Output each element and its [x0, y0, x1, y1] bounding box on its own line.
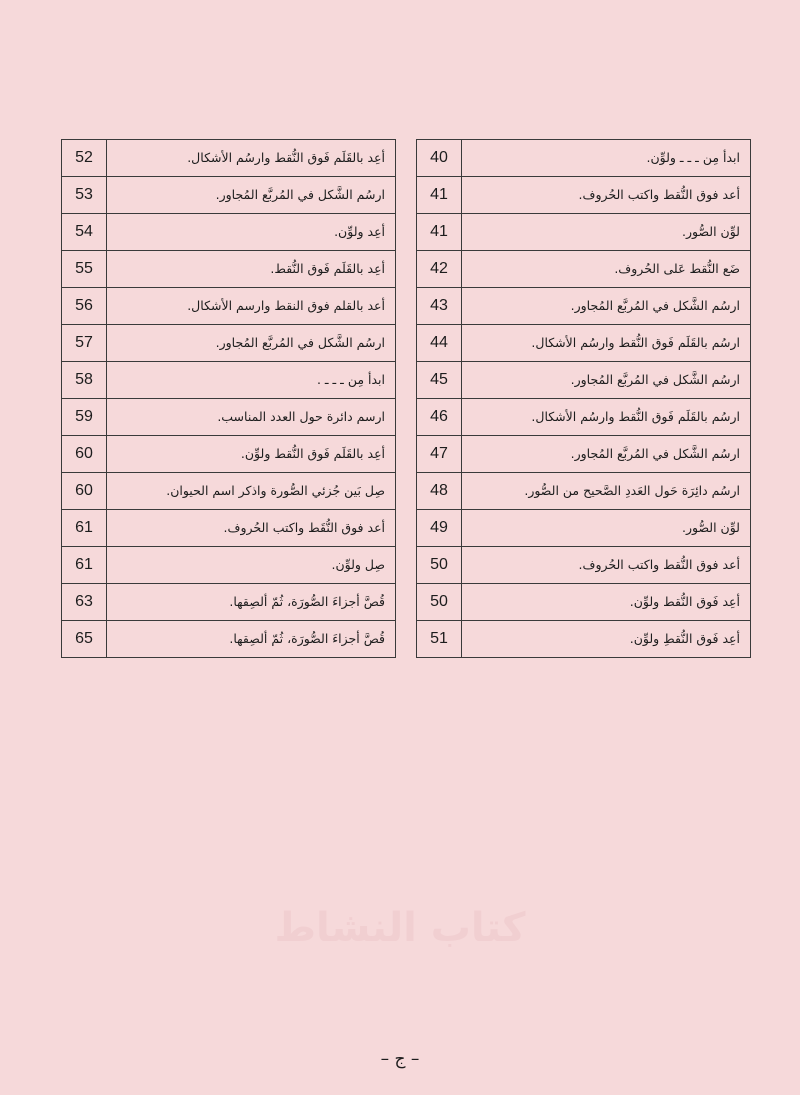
toc-activity-title: ضَع النُّقط عَلى الحُروف. — [462, 251, 751, 288]
toc-page-number: 57 — [62, 325, 107, 362]
toc-activity-title: ابدأ مِن ـ ـ ـ . — [107, 362, 396, 399]
toc-row — [62, 325, 396, 362]
toc-row — [62, 214, 396, 251]
toc-activity-title: قُصَّ أجزاءَ الصُّورَة، ثُمّ ألصِقها. — [107, 584, 396, 621]
toc-page-number: 46 — [417, 399, 462, 436]
toc-row — [417, 325, 751, 362]
toc-page-number: 40 — [417, 140, 462, 177]
toc-row — [417, 399, 751, 436]
toc-activity-title: ارسُم الشَّكل في المُربَّع المُجاور. — [462, 288, 751, 325]
toc-activity-title: ارسُم دائِرَة حَول العَددِ الصَّحيح من الصُّور. — [462, 473, 751, 510]
toc-activity-title: أعِد فَوق النُّقطِ ولوِّن. — [462, 621, 751, 658]
toc-page-number: 44 — [417, 325, 462, 362]
toc-page-number: 61 — [62, 510, 107, 547]
toc-activity-title: أعد فوق النُّقط واكتب الحُروف. — [462, 547, 751, 584]
toc-activity-title: لوِّن الصُّور. — [462, 214, 751, 251]
toc-row — [62, 288, 396, 325]
toc-activity-title: أعِد بالقَلَم فَوق النُّقط ولوِّن. — [107, 436, 396, 473]
toc-page-number: 65 — [62, 621, 107, 658]
toc-activity-title: أعِد بالقَلَم فَوق النُّقط. — [107, 251, 396, 288]
toc-row — [62, 399, 396, 436]
toc-page-number: 52 — [62, 140, 107, 177]
toc-page-number: 50 — [417, 584, 462, 621]
toc-table-right — [416, 139, 751, 658]
toc-row — [417, 362, 751, 399]
toc-row — [62, 547, 396, 584]
toc-page-number: 42 — [417, 251, 462, 288]
toc-activity-title: أعِد بالقَلَم فَوق النُّقط وارسُم الأشكال. — [107, 140, 396, 177]
toc-row — [417, 473, 751, 510]
toc-page-number: 63 — [62, 584, 107, 621]
toc-page-number: 50 — [417, 547, 462, 584]
toc-page-number: 58 — [62, 362, 107, 399]
toc-activity-title: صِل ولوِّن. — [107, 547, 396, 584]
toc-page-number: 47 — [417, 436, 462, 473]
toc-row — [417, 436, 751, 473]
toc-row — [417, 214, 751, 251]
toc-row — [62, 436, 396, 473]
toc-page-number: 45 — [417, 362, 462, 399]
toc-row — [62, 362, 396, 399]
toc-page-number: 53 — [62, 177, 107, 214]
toc-row — [417, 510, 751, 547]
toc-activity-title: ارسُم بالقَلَم فَوق النُّقط وارسُم الأشكال. — [462, 325, 751, 362]
toc-page-number: 51 — [417, 621, 462, 658]
toc-row — [62, 621, 396, 658]
toc-row — [62, 584, 396, 621]
toc-activity-title: قُصَّ أجزاءَ الصُّورَة، ثُمّ ألصِقها. — [107, 621, 396, 658]
toc-row — [62, 510, 396, 547]
toc-activity-title: ارسُم الشَّكل في المُربَّع المُجاور. — [462, 362, 751, 399]
toc-activity-title: ارسُم الشَّكل في المُربَّع المُجاور. — [462, 436, 751, 473]
toc-page-number: 60 — [62, 473, 107, 510]
toc-page-number: 43 — [417, 288, 462, 325]
toc-activity-title: ابدأ مِن ـ ـ ـ ولوِّن. — [462, 140, 751, 177]
toc-activity-title: أعد بالقلم فوق النقط وارسم الأشكال. — [107, 288, 396, 325]
toc-activity-title: أعد فوق النُّقَط واكتب الحُروف. — [107, 510, 396, 547]
toc-row — [417, 621, 751, 658]
toc-row — [417, 177, 751, 214]
toc-page-number: 41 — [417, 214, 462, 251]
toc-row — [417, 251, 751, 288]
toc-row — [417, 140, 751, 177]
toc-rows-left — [62, 140, 396, 658]
toc-row — [62, 473, 396, 510]
toc-activity-title: ارسُم الشَّكل في المُربَّع المُجاور. — [107, 325, 396, 362]
toc-activity-title: أعِد ولوِّن. — [107, 214, 396, 251]
toc-activity-title: أعِد فَوق النُّقط ولوِّن. — [462, 584, 751, 621]
toc-row — [417, 288, 751, 325]
toc-row — [417, 547, 751, 584]
toc-activity-title: أعد فوق النُّقط واكتب الحُروف. — [462, 177, 751, 214]
toc-page-number: 60 — [62, 436, 107, 473]
toc-table-left — [61, 139, 396, 658]
toc-activity-title: صِل بَين جُزئي الصُّورة واذكر اسم الحيوان. — [107, 473, 396, 510]
toc-activity-title: ارسُم الشَّكل في المُربَّع المُجاور. — [107, 177, 396, 214]
toc-activity-title: ارسُم بالقَلَم فَوق النُّقط وارسُم الأشكال. — [462, 399, 751, 436]
toc-page-number: 56 — [62, 288, 107, 325]
toc-rows-right — [417, 140, 751, 658]
watermark-text: كتاب النشاط — [274, 905, 526, 951]
toc-row — [62, 251, 396, 288]
toc-page-number: 49 — [417, 510, 462, 547]
toc-page-number: 59 — [62, 399, 107, 436]
page-number: – ج – — [380, 1049, 420, 1069]
toc-activity-title: ارسم دائرة حول العدد المناسب. — [107, 399, 396, 436]
toc-page-number: 55 — [62, 251, 107, 288]
toc-activity-title: لوِّن الصُّور. — [462, 510, 751, 547]
toc-row — [62, 140, 396, 177]
toc-page-number: 54 — [62, 214, 107, 251]
toc-row — [417, 584, 751, 621]
toc-page-number: 61 — [62, 547, 107, 584]
toc-page-number: 48 — [417, 473, 462, 510]
toc-page-number: 41 — [417, 177, 462, 214]
toc-row — [62, 177, 396, 214]
